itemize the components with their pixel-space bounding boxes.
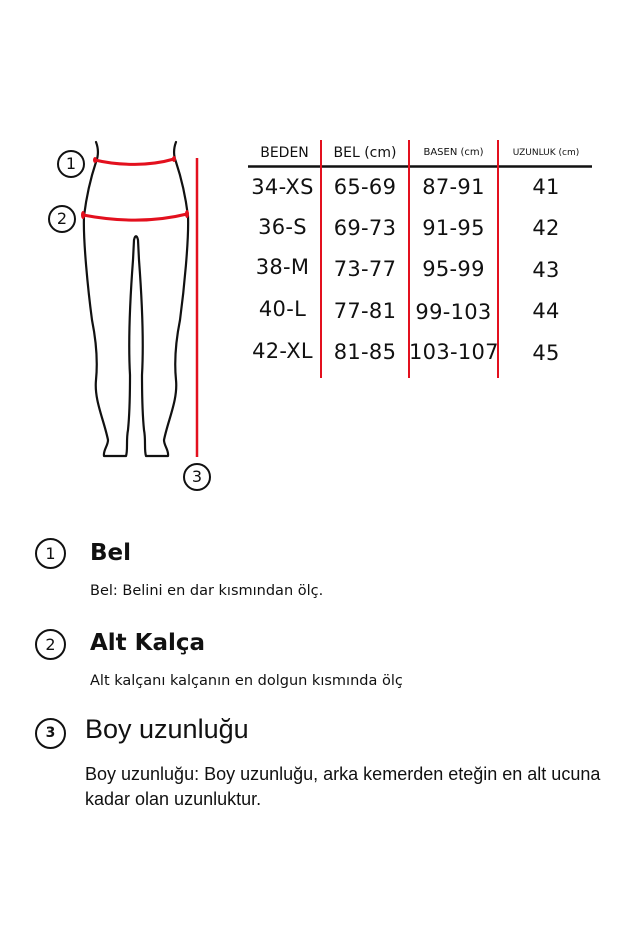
cell-waist: 65-69 [333,175,397,199]
cell-hip: 99-103 [415,300,492,324]
cell-hip: 87-91 [422,175,485,199]
section-description: Boy uzunluğu: Boy uzunluğu, arka kemerden eteğin en alt ucuna kadar olan uzunluktur. [85,764,601,809]
header-waist: BEL (cm) [333,145,397,161]
cell-length: 42 [532,216,560,240]
cell-hip: 91-95 [422,216,485,240]
cell-size: 38-M [255,255,310,279]
cell-length: 41 [532,175,560,199]
marker-3-icon: 3 [35,718,66,749]
marker-1-icon: 1 [57,150,85,178]
cell-length: 45 [532,341,560,365]
cell-size: 36-S [258,215,307,239]
marker-2-icon: 2 [35,629,66,660]
cell-size: 40-L [258,297,307,321]
cell-length: 44 [532,299,560,323]
header-length: UZUNLUK (cm) [512,148,580,158]
section-description: Alt kalçanı kalçanın en dolgun kısmında ölç [90,673,403,689]
cell-hip: 95-99 [422,257,485,281]
marker-3-icon: 3 [183,463,211,491]
section-title: Bel [90,540,132,566]
cell-waist: 77-81 [333,299,397,323]
header-hip: BASEN (cm) [423,147,484,158]
header-size: BEDEN [260,145,309,161]
marker-2-icon: 2 [48,205,76,233]
cell-waist: 81-85 [333,340,397,364]
section-description: Bel: Belini en dar kısmından ölç. [90,583,324,599]
cell-waist: 73-77 [333,257,397,281]
cell-size: 34-XS [251,175,314,199]
cell-size: 42-XL [252,339,313,363]
cell-length: 43 [532,258,560,282]
marker-1-icon: 1 [35,538,66,569]
cell-waist: 69-73 [333,216,397,240]
section-title: Boy uzunluğu [85,714,249,744]
section-title: Alt Kalça [90,630,206,656]
cell-hip: 103-107 [409,340,499,364]
